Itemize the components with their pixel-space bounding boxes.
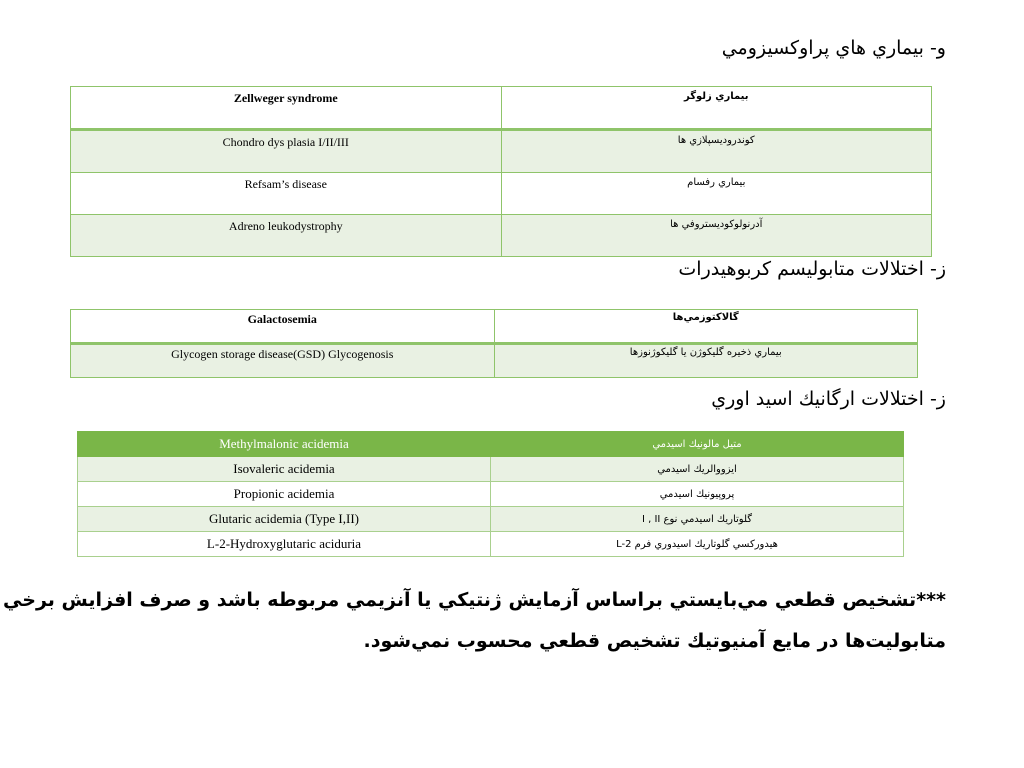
disease-name-fa: گالاكتوزمي‌ها <box>494 310 918 344</box>
disease-name-fa: آدرنولوكوديستروفي ها <box>501 215 932 257</box>
disease-name-fa: هيدوركسي گلوتاريك اسيدوري فرم L-2 <box>491 532 904 557</box>
carbohydrate-heading: ز- اختلالات متابوليسم كربوهيدرات <box>678 258 946 280</box>
disease-name-en: Galactosemia <box>71 310 495 344</box>
diagnosis-note-line-1: ***تشخيص قطعي مي‌بايستي براساس آزمايش ژنتيكي يا آنزيمي مربوطه باشد و صرف افزايش برخي <box>3 589 946 611</box>
table-row <box>71 173 932 215</box>
diagnosis-note-line-2: متابوليت‌ها در مايع آمنيوتيك تشخيص قطعي محسوب نمي‌شود. <box>363 630 946 652</box>
disease-name-en: Glycogen storage disease(GSD) Glycogenosis <box>71 344 495 378</box>
disease-name-en: Propionic acidemia <box>78 482 491 507</box>
disease-name-en: Isovaleric acidemia <box>78 457 491 482</box>
peroxisomal-heading: و- بيماري هاي پراوكسيزومي <box>721 37 946 59</box>
table-row <box>78 532 904 557</box>
peroxisomal-table <box>70 86 932 257</box>
carbohydrate-table <box>70 309 918 378</box>
table-row <box>78 482 904 507</box>
disease-name-en: Methylmalonic acidemia <box>78 432 491 457</box>
table-row <box>71 310 918 344</box>
organic-acid-heading: ز- اختلالات ارگانيك اسيد اوري <box>711 388 946 410</box>
table-row <box>78 432 904 457</box>
disease-name-fa: ايزووالريك اسيدمي <box>491 457 904 482</box>
table-row <box>78 457 904 482</box>
disease-name-en: L-2-Hydroxyglutaric aciduria <box>78 532 491 557</box>
disease-name-en: Refsam’s disease <box>71 173 502 215</box>
disease-name-fa: بيماري ذخيره گليكوژن يا گليكوژنوزها <box>494 344 918 378</box>
disease-name-en: Glutaric acidemia (Type I,II) <box>78 507 491 532</box>
disease-name-en: Chondro dys plasia I/II/III <box>71 130 502 173</box>
organic-acid-table <box>77 431 904 557</box>
disease-name-fa: پروپيونيك اسيدمي <box>491 482 904 507</box>
table-row <box>71 87 932 130</box>
disease-name-fa: متيل مالونيك اسيدمي <box>491 432 904 457</box>
table-row <box>78 507 904 532</box>
table-row <box>71 215 932 257</box>
table-row <box>71 130 932 173</box>
disease-name-fa: گلوتاريك اسيدمي نوع I , II <box>491 507 904 532</box>
disease-name-en: Zellweger syndrome <box>71 87 502 130</box>
disease-name-en: Adreno leukodystrophy <box>71 215 502 257</box>
table-row <box>71 344 918 378</box>
disease-name-fa: بيماري رفسام <box>501 173 932 215</box>
disease-name-fa: بيماري زلوگر <box>501 87 932 130</box>
disease-name-fa: كوندروديسپلازي ها <box>501 130 932 173</box>
